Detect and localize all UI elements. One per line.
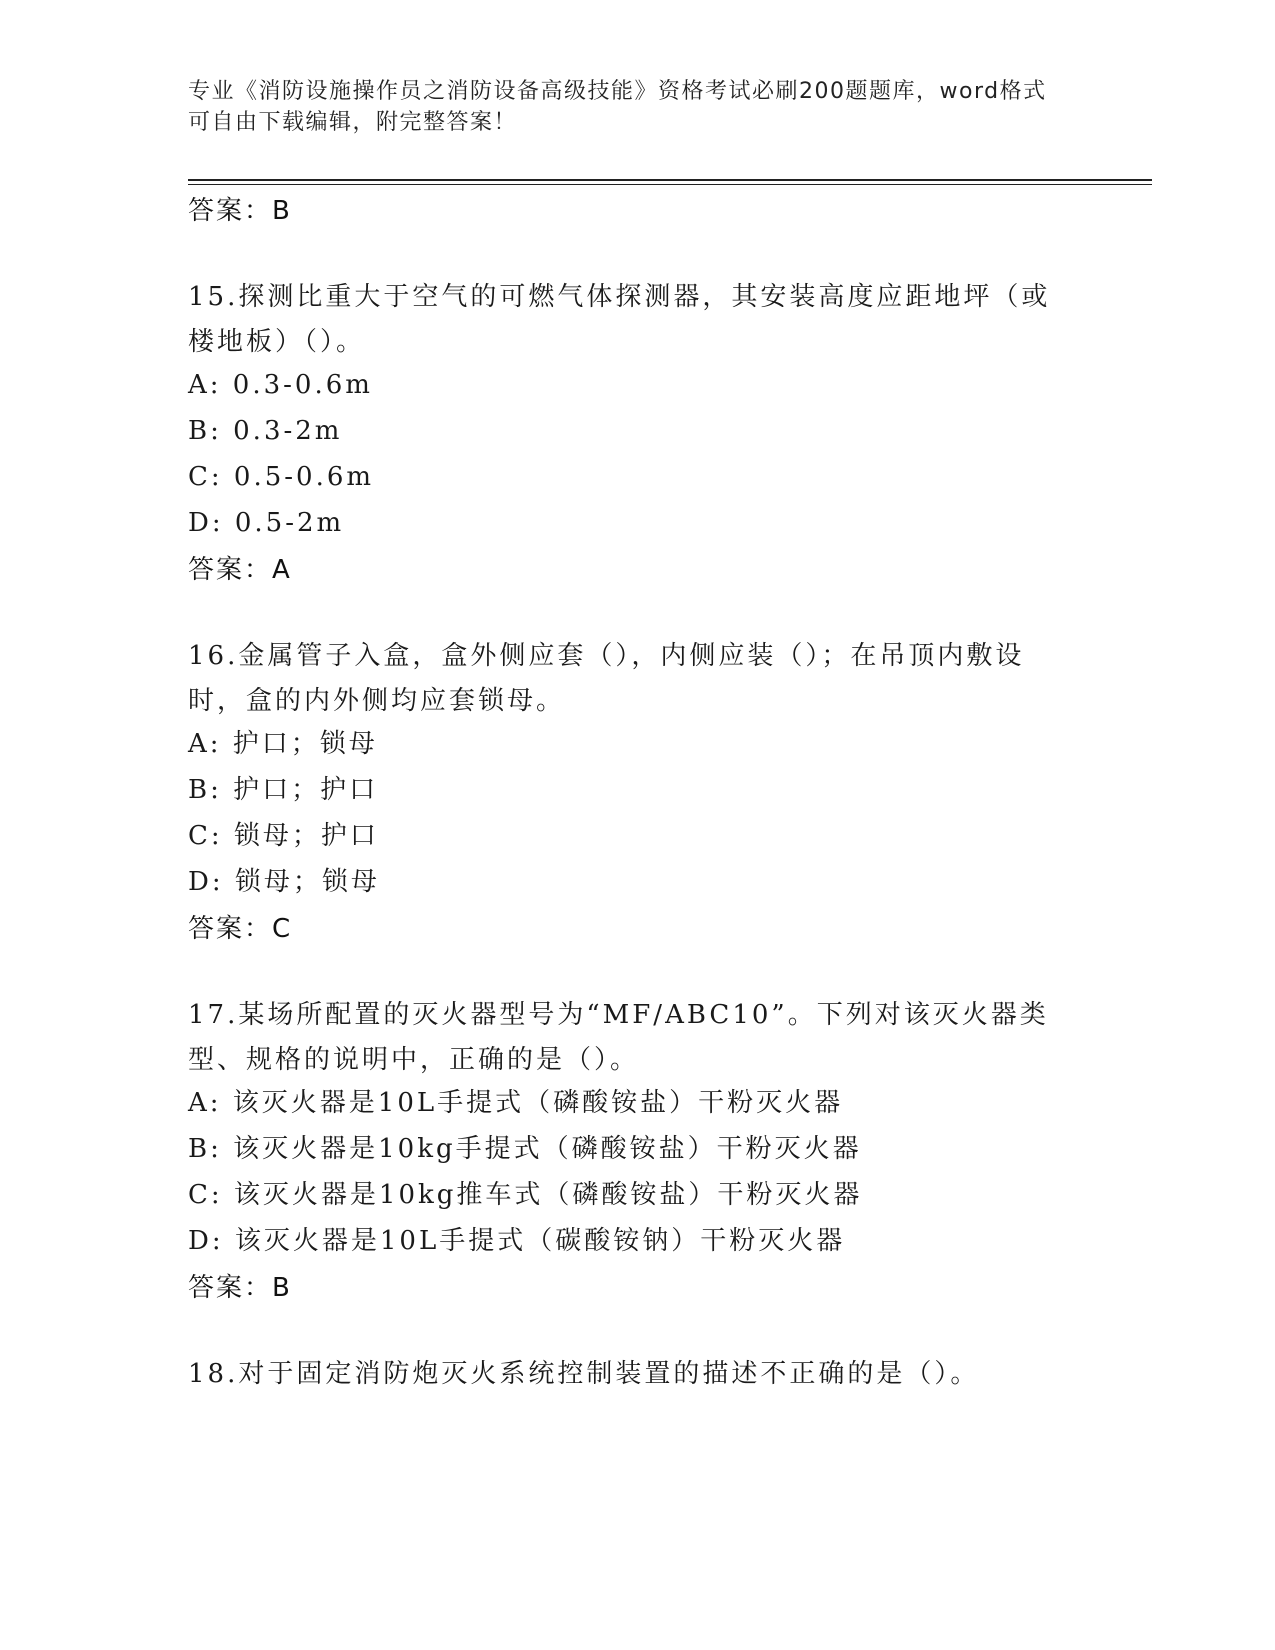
question-text: 18.对于固定消防炮灭火系统控制装置的描述不正确的是（）。 bbox=[188, 1359, 980, 1389]
option-d: D: 0.5-2m bbox=[188, 508, 345, 538]
option-a: A: 护口；锁母 bbox=[188, 729, 378, 759]
header-divider-thin bbox=[188, 184, 1152, 185]
answer-line: 答案：B bbox=[188, 196, 292, 226]
answer-line: 答案：A bbox=[188, 555, 292, 585]
option-c: C: 该灭火器是10kg推车式（磷酸铵盐）干粉灭火器 bbox=[188, 1180, 863, 1210]
option-c: C: 锁母；护口 bbox=[188, 821, 379, 851]
answer-line: 答案：B bbox=[188, 1273, 292, 1303]
question-15 bbox=[188, 275, 1088, 593]
question-text: 17.某场所配置的灭火器型号为“MF/ABC10”。下列对该灭火器类型、规格的说明中，正确的是（）。 bbox=[188, 1000, 1049, 1075]
question-text: 16.金属管子入盒，盒外侧应套（），内侧应装（）；在吊顶内敷设时，盒的内外侧均应套锁母。 bbox=[188, 641, 1025, 716]
question-text: 15.探测比重大于空气的可燃气体探测器，其安装高度应距地坪（或楼地板）（）。 bbox=[188, 282, 1051, 357]
option-d: D: 该灭火器是10L手提式（碳酸铵钠）干粉灭火器 bbox=[188, 1226, 846, 1256]
question-18 bbox=[188, 1352, 1088, 1397]
option-b: B: 该灭火器是10kg手提式（磷酸铵盐）干粉灭火器 bbox=[188, 1134, 862, 1164]
option-a: A: 该灭火器是10L手提式（磷酸铵盐）干粉灭火器 bbox=[188, 1088, 844, 1118]
answer-line: 答案：C bbox=[188, 914, 293, 944]
question-17 bbox=[188, 993, 1088, 1311]
question-16 bbox=[188, 634, 1088, 952]
option-c: C: 0.5-0.6m bbox=[188, 462, 375, 492]
page-header: 专业《消防设施操作员之消防设备高级技能》资格考试必刷200题题库，word格式可自由下载编辑，附完整答案！ bbox=[188, 79, 1047, 135]
question-list bbox=[188, 188, 1088, 1397]
option-a: A: 0.3-0.6m bbox=[188, 370, 373, 400]
option-b: B: 0.3-2m bbox=[188, 416, 343, 446]
option-d: D: 锁母；锁母 bbox=[188, 867, 380, 897]
header-divider-thick bbox=[188, 179, 1152, 181]
option-b: B: 护口；护口 bbox=[188, 775, 379, 805]
